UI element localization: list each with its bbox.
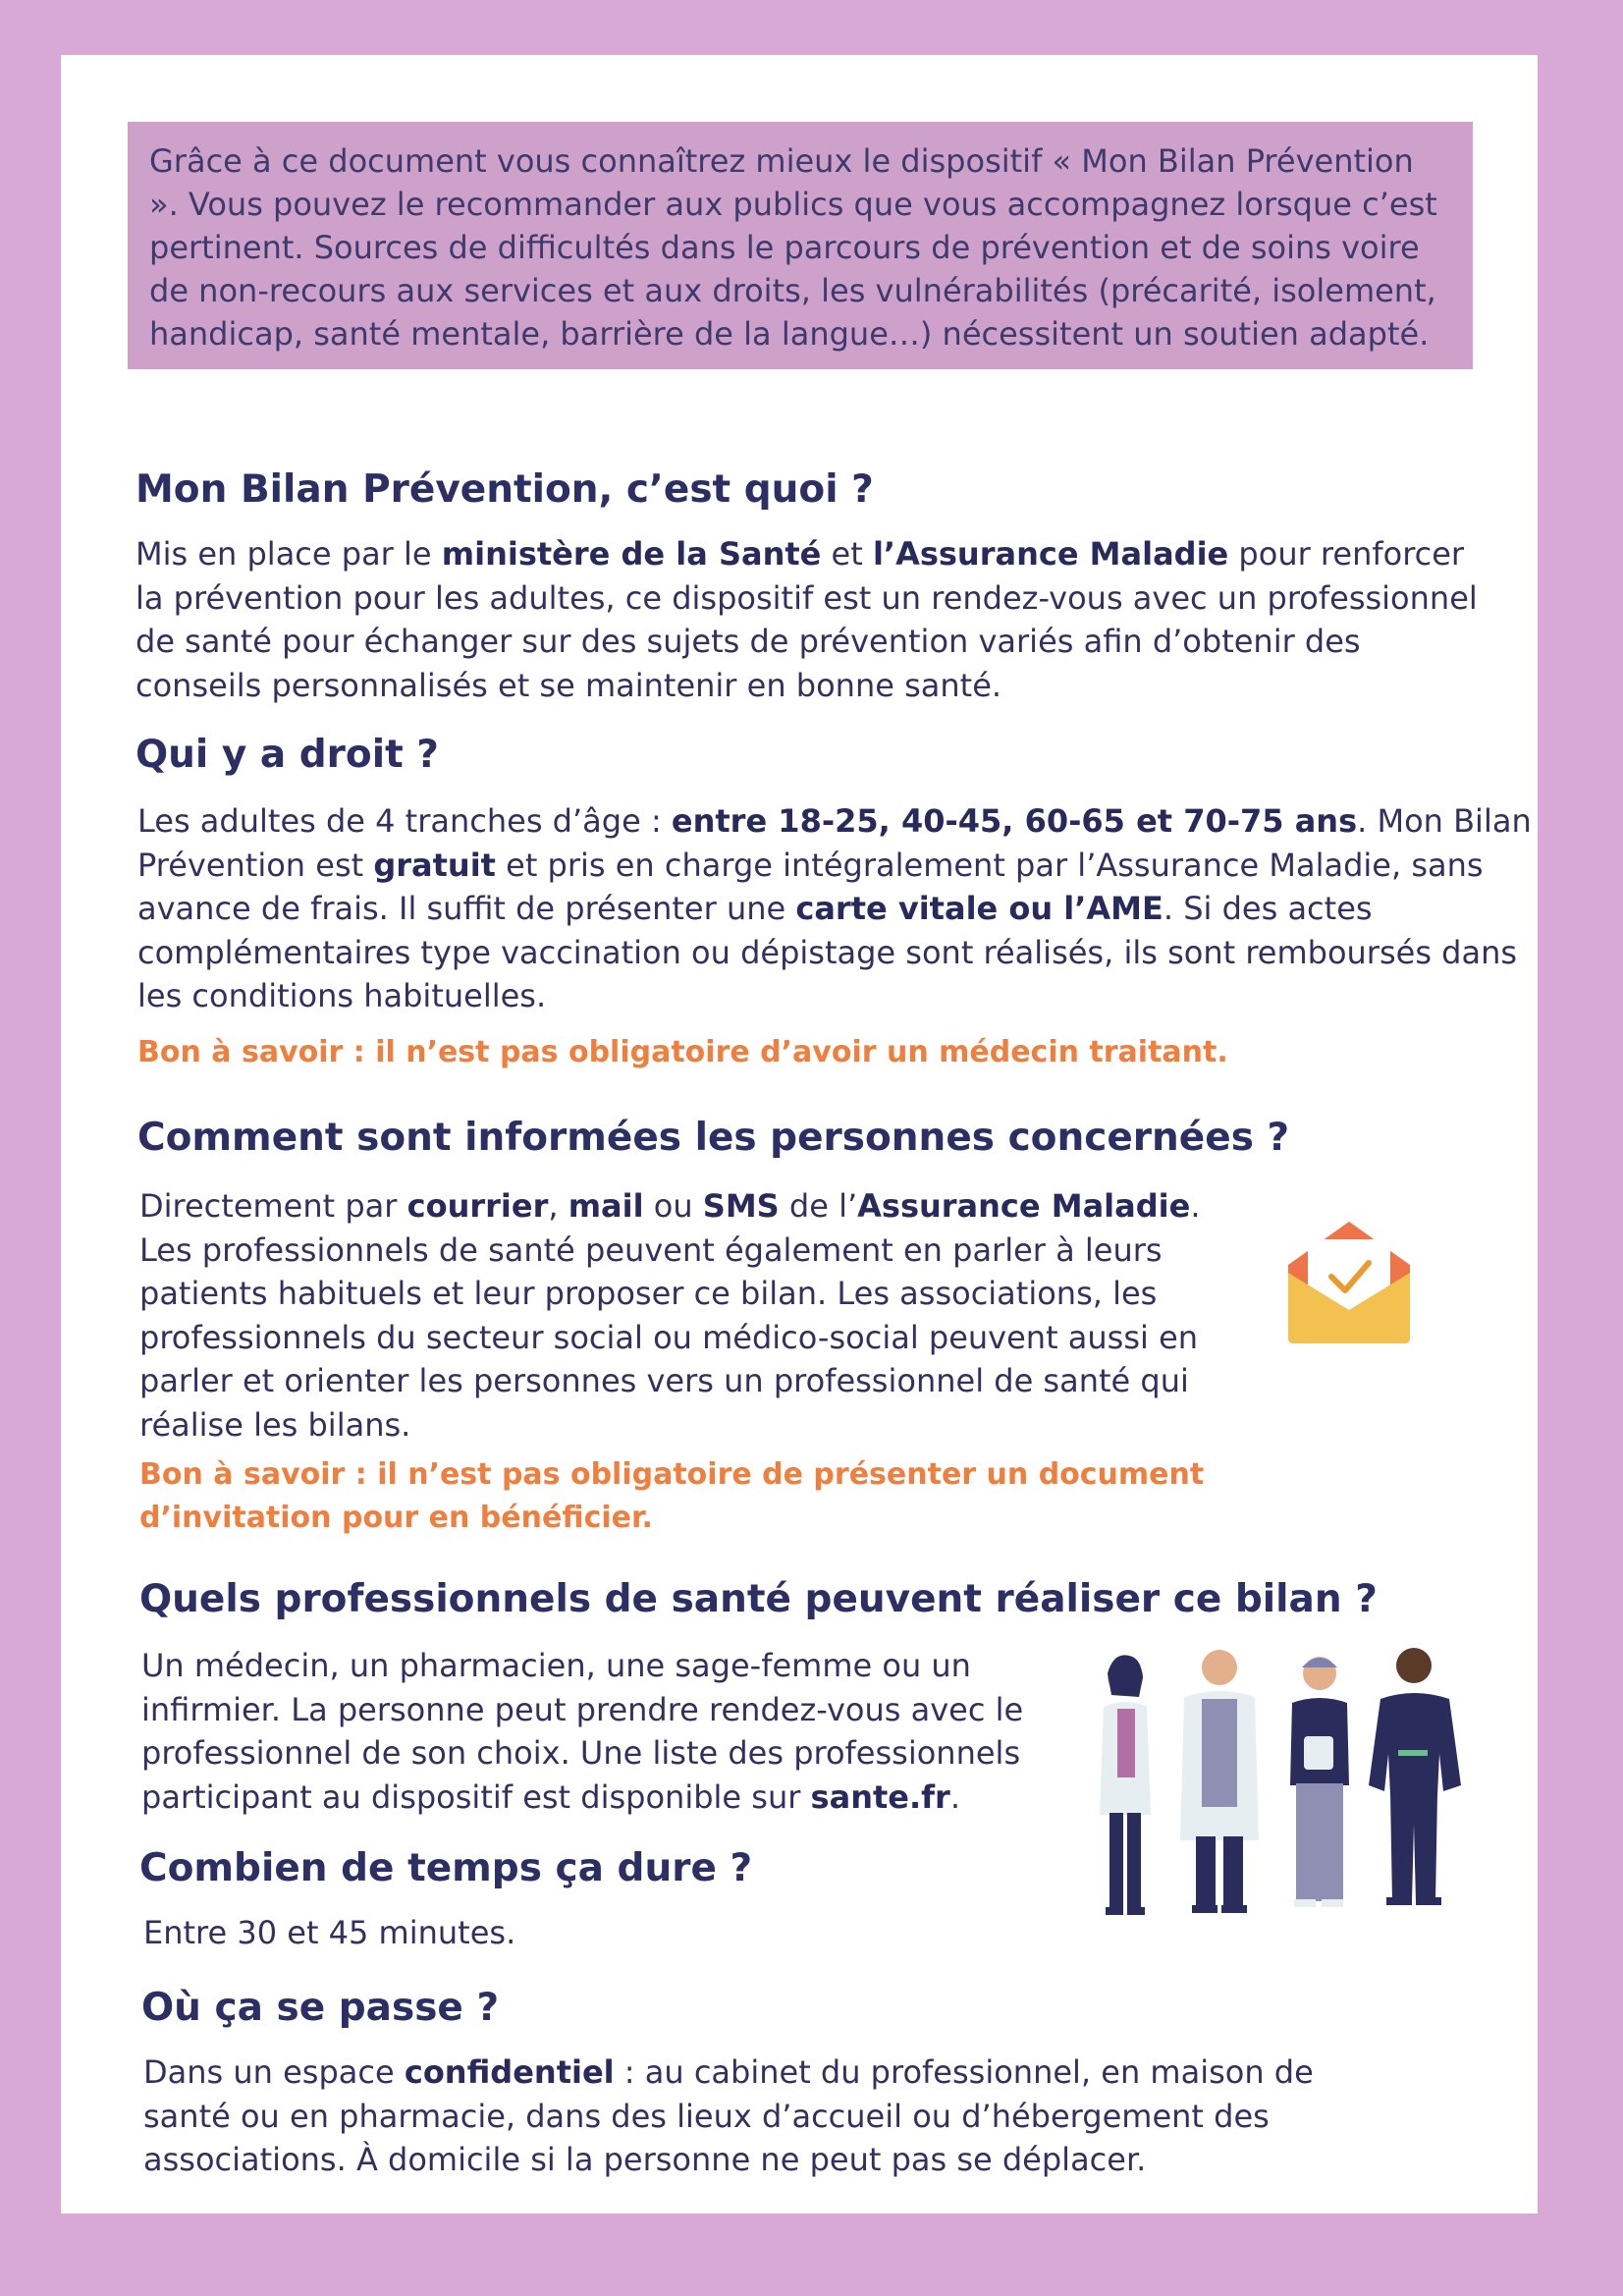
heading-where: Où ça se passe ?	[141, 1986, 500, 2030]
paragraph-how: Directement par courrier, mail ou SMS de l’Assurance Maladie. Les professionnels de santé peuvent également en parler à leurs patients habituels et leur proposer ce bilan. Les associations, les professionnels du secteur social ou médico-social peuvent aussi en parler et orienter les personnes vers un professionnel de santé qui réalise les bilans.	[139, 1187, 1201, 1444]
heading-duration: Combien de temps ça dure ?	[139, 1846, 753, 1890]
note-who: Bon à savoir : il n’est pas obligatoire d’avoir un médecin traitant.	[137, 1035, 1228, 1069]
heading-what: Mon Bilan Prévention, c’est quoi ?	[135, 467, 874, 512]
paragraph-pros: Un médecin, un pharmacien, une sage-femme ou un infirmier. La personne peut prendre rendez-vous avec le professionnel de son choix. Une liste des professionnels participant au dispositif est disponible sur sante.fr.	[141, 1647, 1024, 1816]
heading-how: Comment sont informées les personnes concernées ?	[137, 1116, 1290, 1160]
paragraph-what: Mis en place par le ministère de la Santé et l’Assurance Maladie pour renforcer la prévention pour les adultes, ce dispositif est un rendez-vous avec un professionnel de santé pour échanger sur des sujets de prévention variés afin d’obtenir des conseils personnalisés et se maintenir en bonne santé.	[135, 535, 1478, 704]
intro-box	[128, 122, 1473, 369]
paragraph-who: Les adultes de 4 tranches d’âge : entre 18-25, 40-45, 60-65 et 70-75 ans. Mon Bilan Prévention est gratuit et pris en charge intégralement par l’Assurance Maladie, sans avance de frais. Il suffit de présenter une carte vitale ou l’AME. Si des actes complémentaires type vaccination ou dépistage sont réalisés, ils sont remboursés dans les conditions habituelles.	[137, 802, 1532, 1014]
intro-text: Grâce à ce document vous connaîtrez mieux le dispositif « Mon Bilan Prévention ». Vous pouvez le recommander aux publics que vous accompagnez lorsque c’est pertinent. Sources de difficultés dans le parcours de prévention et de soins voire de non-recours aux services et aux droits, les vulnérabilités (précarité, isolement, handicap, santé mentale, barrière de la langue…) nécessitent un soutien adapté.	[149, 142, 1437, 353]
health-professionals-illustration	[1086, 1638, 1547, 1942]
envelope-icon	[1282, 1218, 1416, 1345]
paragraph-where: Dans un espace confidentiel : au cabinet du professionnel, en maison de santé ou en pharmacie, dans des lieux d’accueil ou d’hébergement des associations. À domicile si la personne ne peut pas se déplacer.	[143, 2053, 1314, 2178]
note-how: Bon à savoir : il n’est pas obligatoire de présenter un document d’invitation pour en bénéficier.	[139, 1457, 1205, 1535]
document-sheet	[61, 55, 1538, 2214]
heading-pros: Quels professionnels de santé peuvent réaliser ce bilan ?	[139, 1577, 1378, 1621]
heading-who: Qui y a droit ?	[135, 733, 439, 777]
paragraph-duration: Entre 30 et 45 minutes.	[143, 1914, 516, 1951]
